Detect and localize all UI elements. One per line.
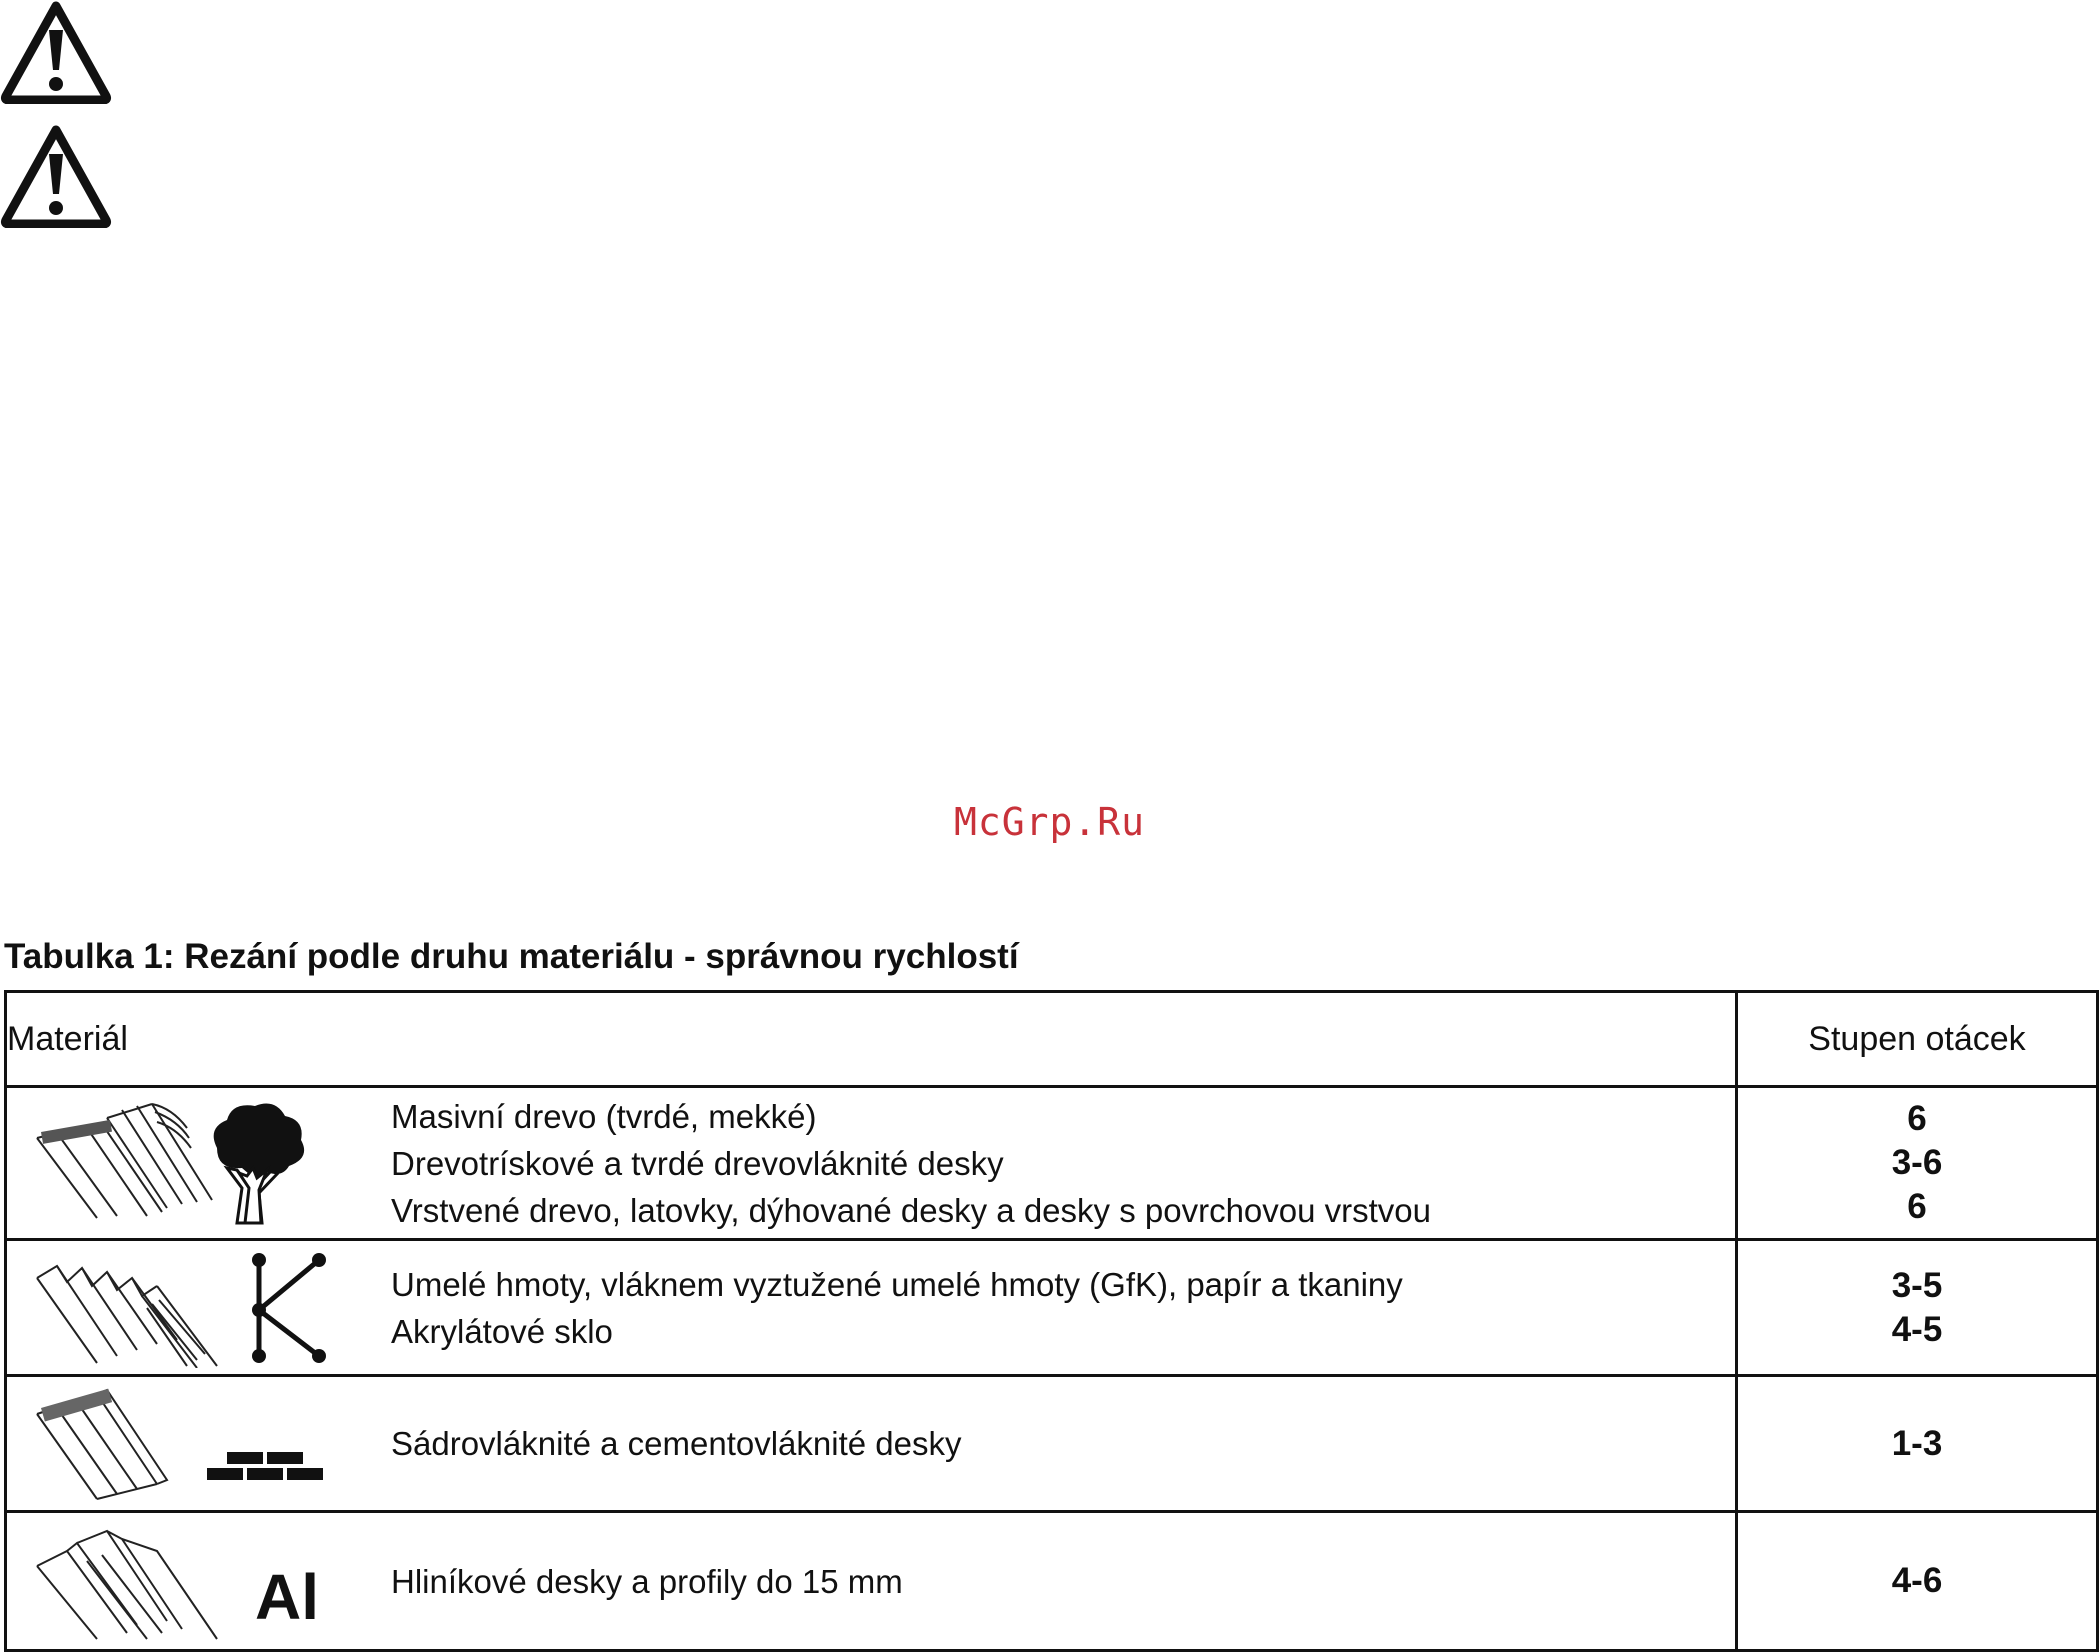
wood-board-tree-icon <box>7 1088 391 1238</box>
material-line: Umelé hmoty, vláknem vyztužené umelé hmoty (GfK), papír a tkaniny <box>391 1265 1403 1303</box>
table-row <box>6 1512 2098 1651</box>
speed-cell <box>1737 1087 2098 1240</box>
table-row <box>6 1376 2098 1512</box>
aluminium-label: Al <box>255 1561 319 1633</box>
speed-value: 1-3 <box>1891 1423 1943 1463</box>
material-line: Akrylátové sklo <box>391 1312 613 1350</box>
material-line: Hliníkové desky a profily do 15 mm <box>391 1562 903 1600</box>
table-header-row <box>6 992 2098 1087</box>
material-cell <box>6 1087 1737 1240</box>
speed-value: 3-5 <box>1891 1265 1943 1305</box>
material-speed-table <box>4 990 2099 1652</box>
speed-value: 6 <box>1907 1187 1927 1226</box>
header-material: Materiál <box>6 992 1737 1087</box>
material-cell <box>6 1240 1737 1376</box>
speed-value: 6 <box>1907 1099 1927 1138</box>
speed-value: 3-6 <box>1891 1143 1943 1182</box>
aluminium-profile-icon <box>7 1513 391 1649</box>
table-title: Tabulka 1: Rezání podle druhu materiálu - správnou rychlostí <box>4 937 1019 976</box>
material-line: Sádrovláknité a cementovláknité desky <box>391 1425 962 1462</box>
speed-cell <box>1737 1512 2098 1651</box>
speed-cell <box>1737 1376 2098 1512</box>
gypsum-board-brick-icon <box>7 1377 391 1510</box>
material-line: Masivní drevo (tvrdé, mekké) <box>391 1097 817 1135</box>
speed-cell <box>1737 1240 2098 1376</box>
material-cell <box>6 1512 1737 1651</box>
table-row <box>6 1087 2098 1240</box>
warning-triangle-icon <box>0 124 112 228</box>
plastic-board-k-icon <box>7 1241 391 1374</box>
table-row <box>6 1240 2098 1376</box>
watermark: McGrp.Ru <box>953 800 1146 844</box>
material-cell <box>6 1376 1737 1512</box>
warning-triangle-icon <box>0 0 112 104</box>
speed-value: 4-5 <box>1891 1309 1943 1349</box>
speed-value: 4-6 <box>1891 1561 1943 1600</box>
header-speed: Stupen otácek <box>1737 992 2098 1087</box>
material-line: Drevotrískové a tvrdé drevovláknité desky <box>391 1144 1004 1182</box>
material-line: Vrstvené drevo, latovky, dýhované desky a desky s povrchovou vrstvou <box>391 1191 1432 1229</box>
